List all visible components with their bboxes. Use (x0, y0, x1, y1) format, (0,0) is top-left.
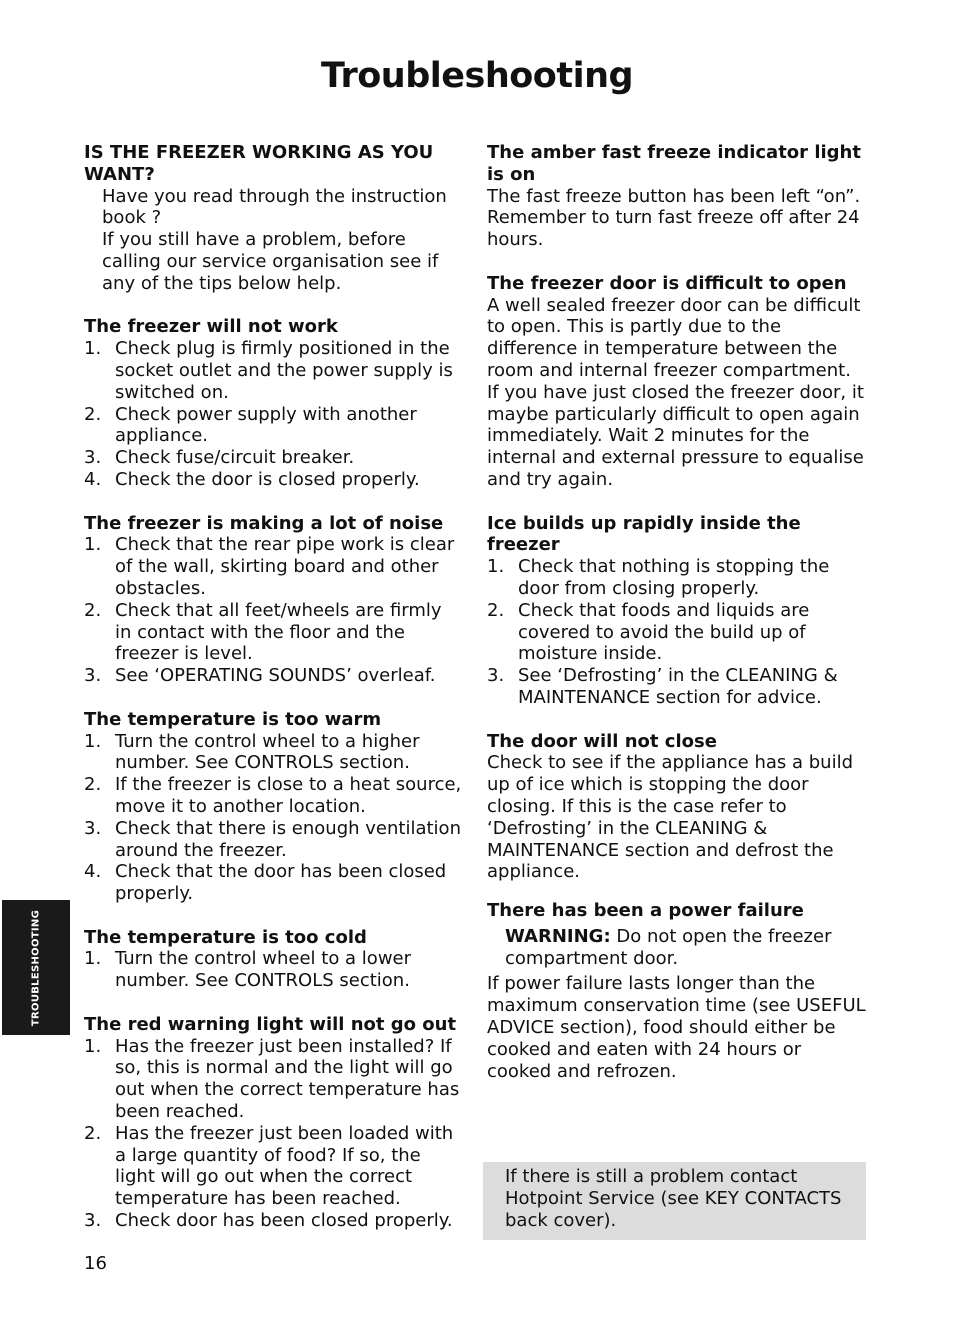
section-fast-freeze (487, 142, 867, 251)
warning-label: WARNING: (505, 925, 611, 947)
section-title: The temperature is too cold (84, 926, 367, 948)
section-title: The freezer is making a lot of noise (84, 512, 444, 534)
intro-line-1: Have you read through the instruction book ? (102, 185, 447, 229)
section-title: The door will not close (487, 730, 717, 752)
warning-note (487, 926, 867, 970)
list-item (487, 556, 867, 600)
list-item-text: Check that there is enough ventilation around the freezer. (115, 817, 461, 861)
section-red-light (84, 1014, 462, 1232)
list-item (84, 731, 462, 775)
list-item (487, 665, 867, 709)
list-item (84, 665, 462, 687)
list-item (84, 1123, 462, 1210)
list-item-text: Check plug is firmly positioned in the socket outlet and the power supply is switched on. (115, 338, 453, 403)
side-tab-label: TROUBLESHOOTING (30, 909, 42, 1026)
section-title: The freezer will not work (84, 316, 338, 338)
list-item-text: Check that foods and liquids are covered to avoid the build up of moisture inside. (518, 599, 810, 665)
list-number: 1. (84, 948, 102, 970)
list-number: 3. (84, 665, 102, 687)
section-will-not-work (84, 316, 462, 490)
tips-list (84, 1036, 462, 1232)
list-item (84, 469, 462, 491)
section-title: The amber fast freeze indicator light is on (487, 142, 861, 185)
list-number: 2. (84, 1122, 102, 1144)
list-number: 1. (84, 534, 102, 556)
tips-list (84, 338, 462, 491)
section-title: Ice builds up rapidly inside the freezer (487, 512, 801, 556)
section-door-difficult (487, 273, 867, 491)
list-item-text: Check door has been closed properly. (115, 1210, 453, 1232)
list-item (84, 818, 462, 862)
list-number: 4. (84, 468, 102, 490)
list-number: 1. (487, 556, 505, 578)
intro-line-2: If you still have a problem, before calling our service organisation see if any of the tips below help. (102, 229, 439, 294)
tips-list (84, 948, 462, 992)
section-title: The red warning light will not go out (84, 1013, 457, 1035)
list-item-text: Check that the door has been closed properly. (115, 861, 447, 905)
side-tab (2, 900, 70, 1035)
list-item-text: Turn the control wheel to a higher number. See CONTROLS section. (115, 730, 420, 774)
section-text: The fast freeze button has been left “on”. Remember to turn fast freeze off after 24 hours. (487, 185, 861, 251)
list-item (84, 447, 462, 469)
section-text: A well sealed freezer door can be difficult to open. This is partly due to the difference in temperature between the room and internal freezer compartment. If you have just closed the freezer door, it maybe particularly difficult to open again immediately. Wait 2 minutes for the internal and external pressure to equalise and try again. (487, 294, 864, 490)
section-door-not-close (487, 731, 867, 884)
page-number: 16 (84, 1253, 107, 1274)
list-item-text: See ‘OPERATING SOUNDS’ overleaf. (115, 665, 436, 687)
right-column (487, 142, 867, 1104)
tips-list (84, 731, 462, 905)
intro-heading: IS THE FREEZER WORKING AS YOU WANT? (84, 142, 434, 185)
list-item (84, 600, 462, 665)
list-item-text: If the freezer is close to a heat source, move it to another location. (115, 774, 462, 817)
list-item-text: Check that nothing is stopping the door from closing properly. (518, 556, 830, 599)
list-item (84, 1036, 462, 1123)
section-title: There has been a power failure (487, 900, 804, 922)
list-number: 3. (84, 447, 102, 469)
list-item-text: Check power supply with another appliance. (115, 403, 417, 447)
list-item (84, 948, 462, 992)
list-item-text: Has the freezer just been loaded with a large quantity of food? If so, the light will go out when the correct temperature has been reached. (115, 1122, 454, 1210)
list-item (487, 600, 867, 665)
list-item-text: Check that all feet/wheels are firmly in contact with the floor and the freezer is level. (115, 599, 442, 665)
left-column (84, 142, 462, 1254)
list-number: 1. (84, 1035, 102, 1057)
list-number: 1. (84, 730, 102, 752)
list-number: 3. (487, 665, 505, 687)
list-item (84, 338, 462, 403)
tips-list (487, 556, 867, 709)
section-text: If power failure lasts longer than the maximum conservation time (see USEFUL ADVICE section), food should either be cooked and eaten with 24 hours or cooked and refrozen. (487, 973, 866, 1082)
list-number: 3. (84, 1210, 102, 1232)
warning-text: Do not open the freezer compartment door. (505, 925, 832, 969)
tips-list (84, 534, 462, 687)
section-ice-builds (487, 513, 867, 709)
list-number: 1. (84, 338, 102, 360)
list-item (84, 534, 462, 599)
section-text: Check to see if the appliance has a build up of ice which is stopping the door closing. If this is the case refer to ‘Defrosting’ in the CLEANING & MAINTENANCE section and defrost the appliance. (487, 752, 854, 883)
list-item-text: Check fuse/circuit breaker. (115, 447, 355, 469)
list-item (84, 1210, 462, 1232)
list-item-text: Has the freezer just been installed? If so, this is normal and the light will go out when the correct temperature has been reached. (115, 1035, 460, 1123)
list-item (84, 861, 462, 905)
list-item (84, 404, 462, 448)
section-too-cold (84, 927, 462, 992)
section-title: The temperature is too warm (84, 708, 382, 730)
list-number: 2. (84, 774, 102, 796)
list-number: 2. (84, 599, 102, 621)
list-item-text: Check the door is closed properly. (115, 468, 420, 490)
section-too-warm (84, 709, 462, 905)
section-power-failure (487, 900, 867, 1082)
intro-section (84, 142, 462, 295)
list-item-text: See ‘Defrosting’ in the CLEANING & MAINTENANCE section for advice. (518, 665, 838, 708)
list-number: 2. (84, 403, 102, 425)
section-noise (84, 513, 462, 687)
list-number: 2. (487, 599, 505, 621)
contact-box: If there is still a problem contact Hotpoint Service (see KEY CONTACTS back cover). (483, 1162, 866, 1240)
list-item-text: Check that the rear pipe work is clear of the wall, skirting board and other obstacles. (115, 534, 455, 599)
list-number: 4. (84, 861, 102, 883)
page-title: Troubleshooting (320, 56, 634, 96)
list-number: 3. (84, 817, 102, 839)
list-item (84, 774, 462, 818)
section-title: The freezer door is difficult to open (487, 272, 847, 294)
list-item-text: Turn the control wheel to a lower number. See CONTROLS section. (115, 948, 412, 992)
